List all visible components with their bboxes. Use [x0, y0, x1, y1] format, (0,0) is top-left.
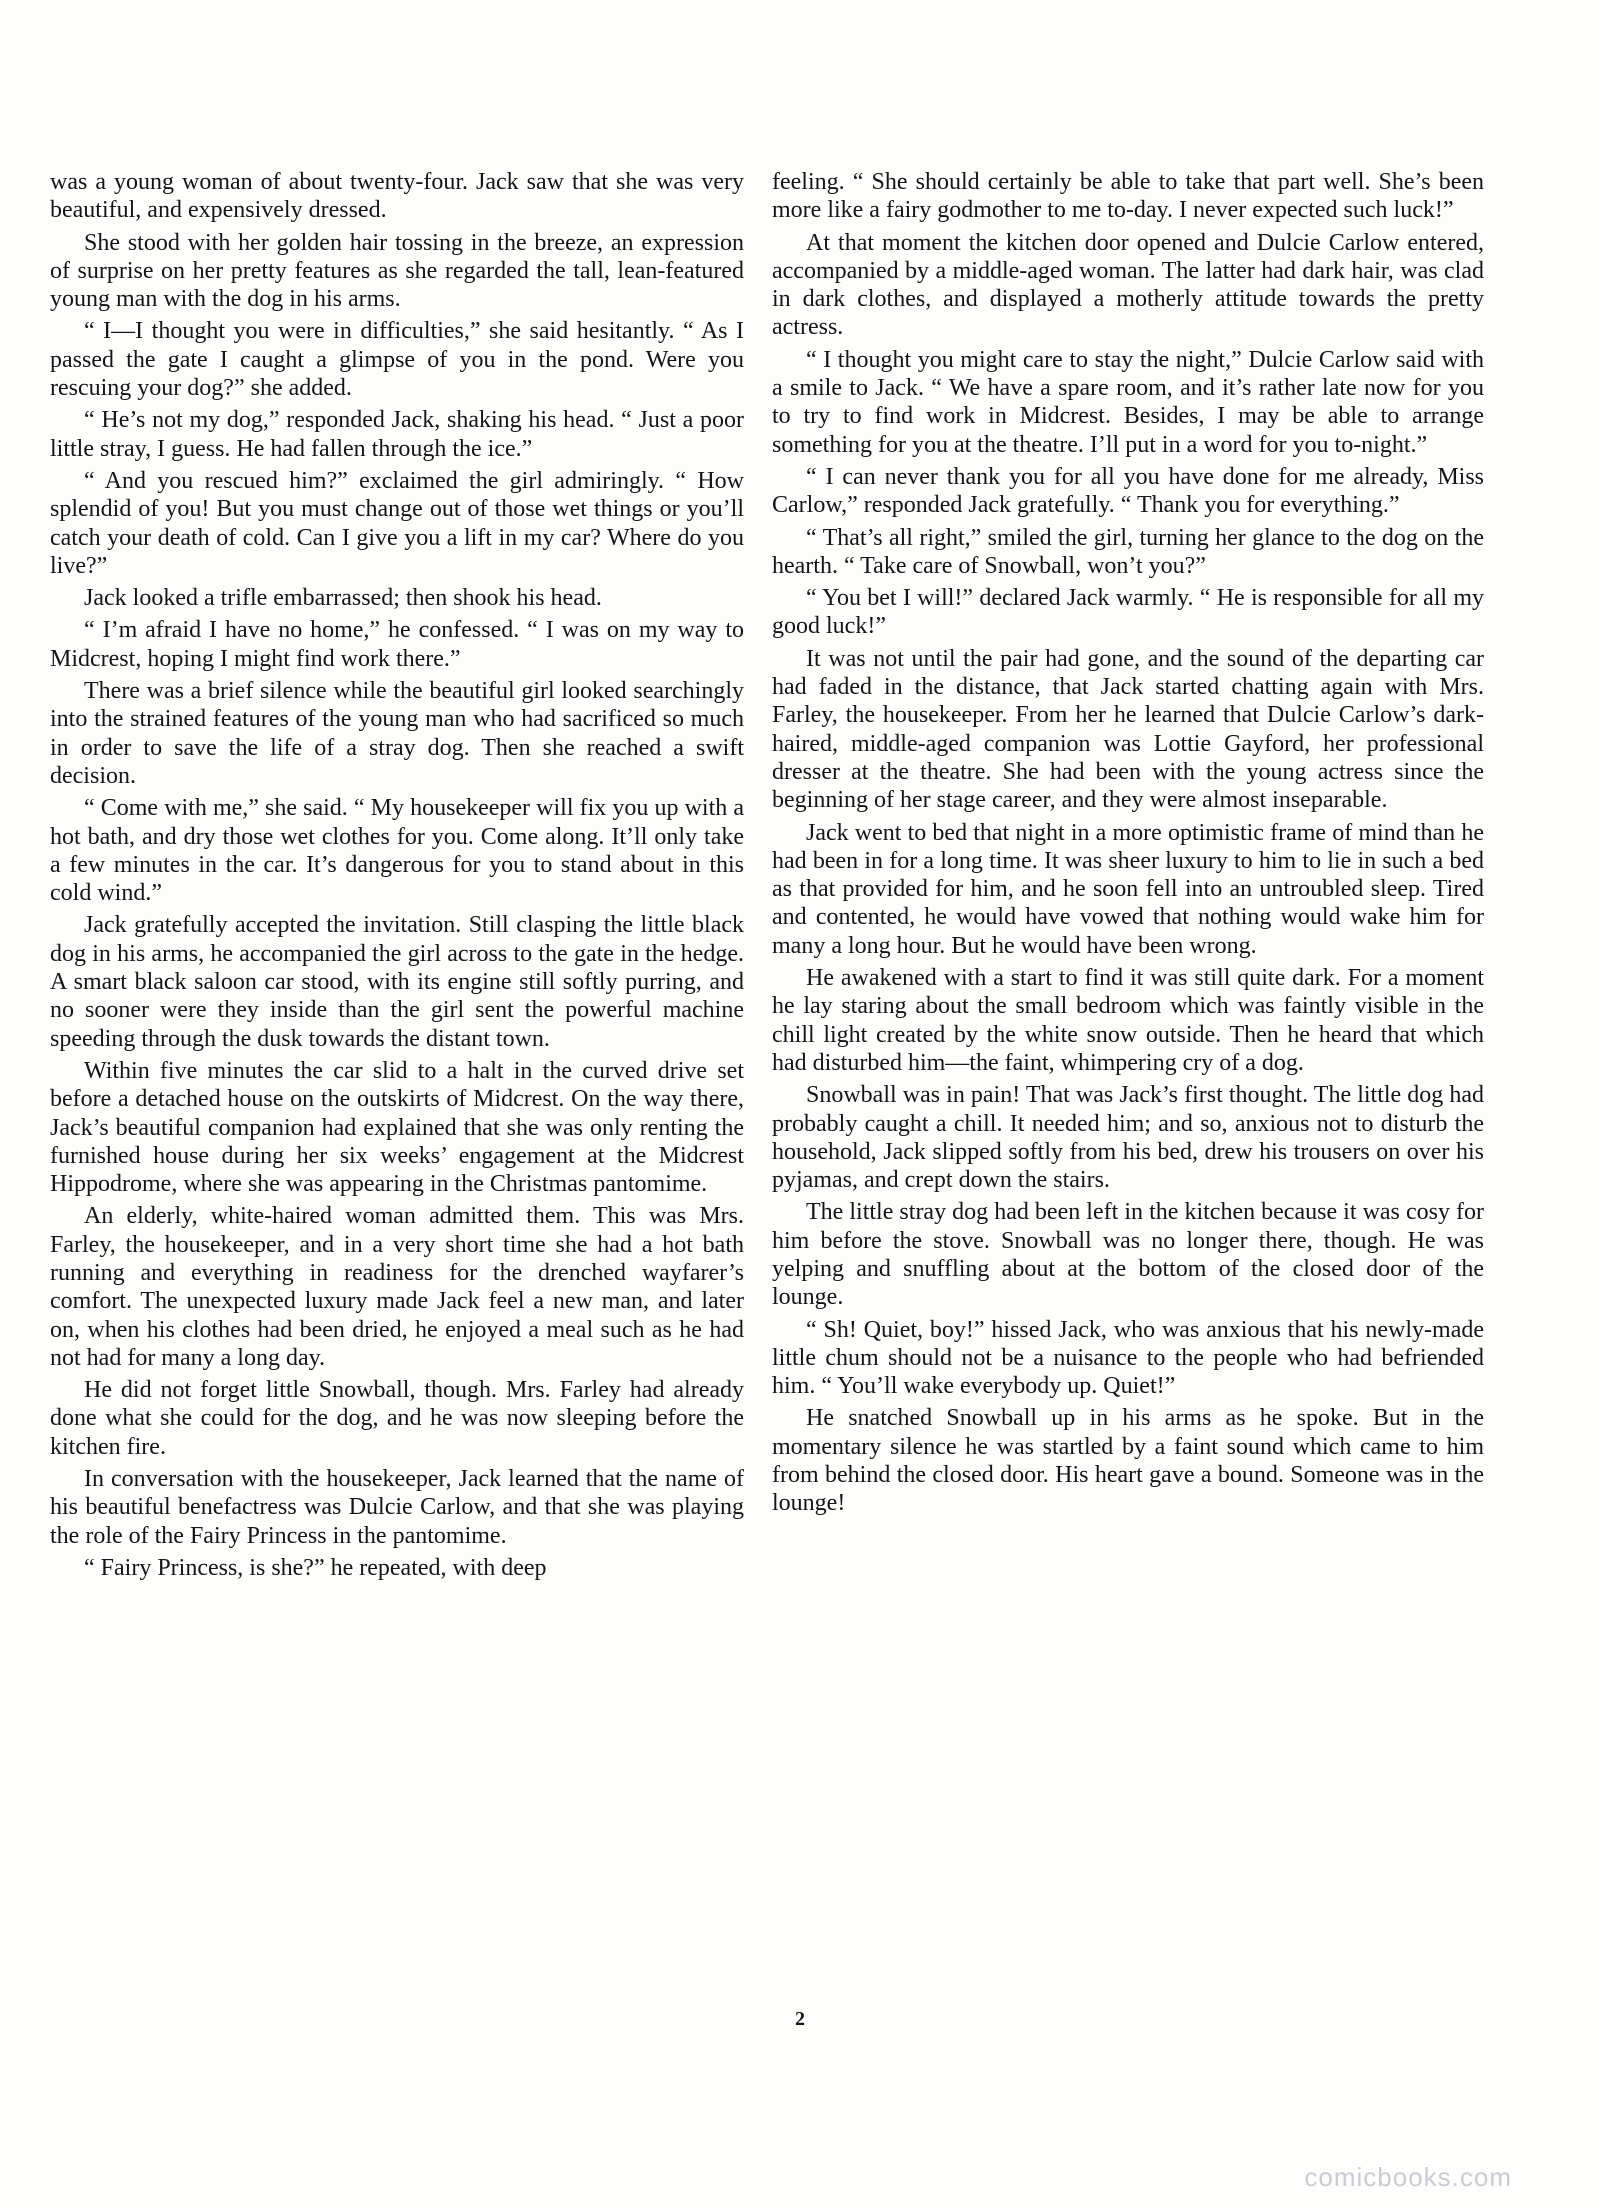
paragraph: It was not until the pair had gone, and the sound of the departing car had faded in the distance, that Jack started chatting again with Mrs. Farley, the housekeeper. From her he learned that Dulcie Carlow’s dark-haired, middle-aged companion was Lottie Gayford, her professional dresser at the theatre. She had been with the young actress since the beginning of her stage career, and they were almost inseparable. — [772, 645, 1484, 814]
paragraph: “ I thought you might care to stay the night,” Dulcie Carlow said with a smile to Jack. “ We have a spare room, and it’s rather late now for you to try to find work in Midcrest. Besides, I may be able to arrange something for you at the theatre. I’ll put in a word for you to-night.” — [772, 346, 1484, 458]
paragraph: She stood with her golden hair tossing in the breeze, an expression of surprise on her pretty features as she regarded the tall, lean-featured young man with the dog in his arms. — [50, 229, 744, 313]
left-text-column — [50, 168, 744, 1586]
paragraph: Jack looked a trifle embarrassed; then shook his head. — [84, 585, 602, 612]
paragraph: “ Fairy Princess, is she?” he repeated, with deep — [84, 1554, 547, 1581]
page-number: 2 — [795, 2008, 805, 2030]
paragraph: In conversation with the housekeeper, Jack learned that the name of his beautiful benefactress was Dulcie Carlow, and that she was playing the role of the Fairy Princess in the pantomime. — [50, 1466, 744, 1549]
paragraph: “ He’s not my dog,” responded Jack, shaking his head. “ Just a poor little stray, I guess. He had fallen through the ice.” — [50, 407, 744, 462]
paragraph: “ You bet I will!” declared Jack warmly. “ He is responsible for all my good luck!” — [772, 585, 1484, 640]
paragraph: “ I—I thought you were in difficulties,” she said hesitantly. “ As I passed the gate I caught a glimpse of you in the pond. Were you rescuing your dog?” she added. — [50, 318, 744, 402]
right-text-column — [772, 168, 1484, 1522]
paragraph: “ That’s all right,” smiled the girl, turning her glance to the dog on the hearth. “ Take care of Snowball, won’t you?” — [772, 524, 1484, 579]
paragraph: An elderly, white-haired woman admitted them. This was Mrs. Farley, the housekeeper, and in a very short time she had a hot bath running and everything in readiness for the drenched wayfarer’s comfort. The unexpected luxury made Jack feel a new man, and later on, when his clothes had been dried, he enjoyed a meal such as he had not had for many a long day. — [50, 1203, 744, 1371]
paragraph: The little stray dog had been left in the kitchen because it was cosy for him before the stove. Snowball was no longer there, though. He was yelping and snuffling about at the bottom of the closed door of the lounge. — [772, 1199, 1484, 1311]
watermark: comicbooks.com — [1304, 2162, 1512, 2192]
paragraph: Jack went to bed that night in a more optimistic frame of mind than he had been in for a long time. It was sheer luxury to him to lie in such a bed as that provided for him, and he soon fell into an untroubled sleep. Tired and contented, he would have vowed that nothing would wake him for many a long hour. But he would have been wrong. — [772, 819, 1484, 959]
paragraph: “ Come with me,” she said. “ My housekeeper will fix you up with a hot bath, and dry those wet clothes for you. Come along. It’ll only take a few minutes in the car. It’s dangerous for you to stand about in this cold wind.” — [50, 795, 744, 907]
paragraph: He snatched Snowball up in his arms as he spoke. But in the momentary silence he was startled by a faint sound which came to him from behind the closed door. His heart gave a bound. Someone was in the lounge! — [772, 1405, 1484, 1517]
paragraph: “ Sh! Quiet, boy!” hissed Jack, who was anxious that his newly-made little chum should not be a nuisance to the people who had befriended him. “ You’ll wake everybody up. Quiet!” — [772, 1316, 1484, 1400]
paragraph: He did not forget little Snowball, though. Mrs. Farley had already done what she could for the dog, and he was now sleeping before the kitchen fire. — [50, 1377, 744, 1460]
paragraph: At that moment the kitchen door opened and Dulcie Carlow entered, accompanied by a middle-aged woman. The latter had dark hair, was clad in dark clothes, and displayed a motherly attitude towards the pretty actress. — [772, 229, 1484, 341]
paragraph: feeling. “ She should certainly be able to take that part well. She’s been more like a fairy godmother to me to-day. I never expected such luck!” — [772, 169, 1484, 224]
paragraph: Jack gratefully accepted the invitation. Still clasping the little black dog in his arms, he accompanied the girl across to the gate in the hedge. A smart black saloon car stood, with its engine still softly purring, and no sooner were they inside than the girl sent the powerful machine speeding through the dusk towards the distant town. — [50, 912, 744, 1052]
paragraph: Within five minutes the car slid to a halt in the curved drive set before a detached house on the outskirts of Midcrest. On the way there, Jack’s beautiful companion had explained that she was only renting the furnished house during her six weeks’ engagement at the Midcrest Hippodrome, where she was appearing in the Christmas pantomime. — [50, 1057, 744, 1198]
paragraph: Snowball was in pain! That was Jack’s first thought. The little dog had probably caught a chill. It needed him; and so, anxious not to disturb the household, Jack slipped softly from his bed, drew his trousers on over his pyjamas, and crept down the stairs. — [772, 1082, 1484, 1194]
paragraph: “ I can never thank you for all you have done for me already, Miss Carlow,” responded Jack gratefully. “ Thank you for everything.” — [772, 463, 1484, 519]
paragraph: was a young woman of about twenty-four. Jack saw that she was very beautiful, and expensively dressed. — [50, 169, 744, 224]
paragraph: There was a brief silence while the beautiful girl looked searchingly into the strained features of the young man who had sacrificed so much in order to save the life of a stray dog. Then she reached a swift decision. — [50, 678, 744, 789]
paragraph: “ And you rescued him?” exclaimed the girl admiringly. “ How splendid of you! But you must change out of those wet things or you’ll catch your death of cold. Can I give you a lift in my car? Where do you live?” — [50, 467, 744, 579]
paragraph: “ I’m afraid I have no home,” he confessed. “ I was on my way to Midcrest, hoping I might find work there.” — [50, 617, 744, 672]
paragraph: He awakened with a start to find it was still quite dark. For a moment he lay staring about the small bedroom which was faintly visible in the chill light created by the white snow outside. Then he heard that which had disturbed him—the faint, whimpering cry of a dog. — [772, 965, 1484, 1076]
